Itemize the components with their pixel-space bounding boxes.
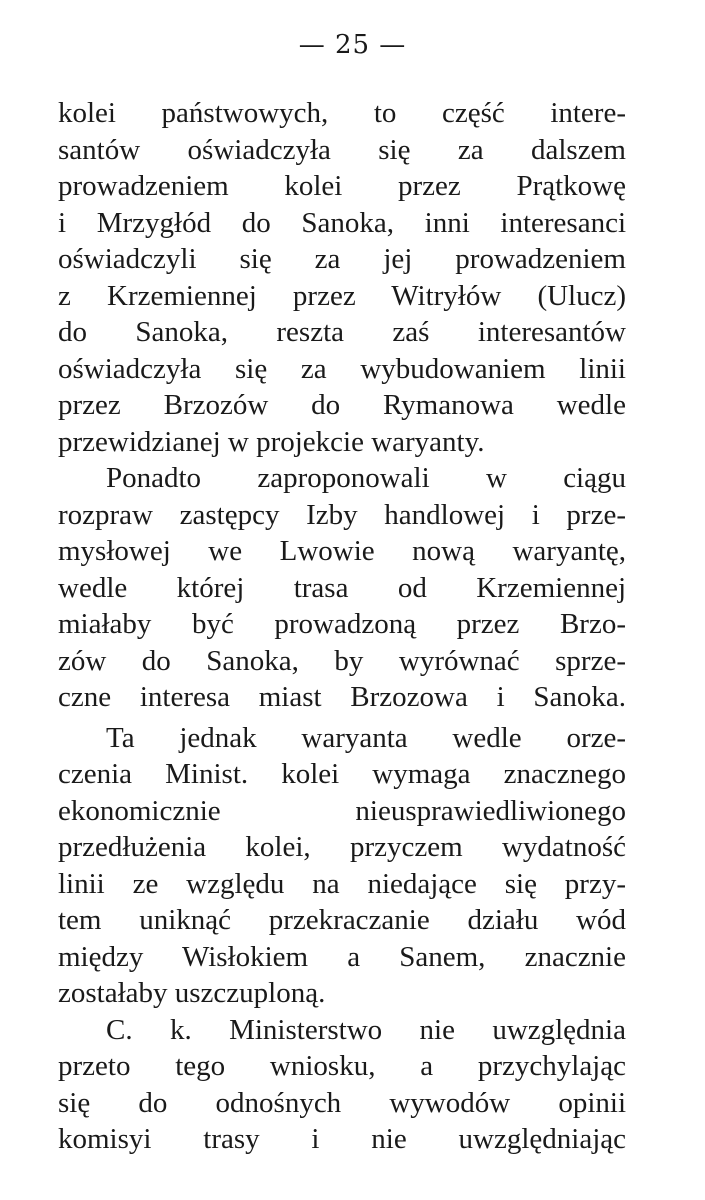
text-line: miałaby być prowadzoną przez Brzo- [58, 608, 626, 640]
text-line: zów do Sanoka, by wyrównać sprze- [58, 644, 626, 677]
text-line: rozpraw zastępcy Izby handlowej i prze- [58, 498, 626, 531]
text-line: oświadczyli się za jej prowadzeniem [58, 243, 626, 275]
text-line: z Krzemiennej przez Witryłów (Ulucz) [58, 279, 626, 312]
text-line: santów oświadczyła się za dalszem [58, 133, 626, 166]
paragraph [58, 95, 626, 460]
paragraph [58, 720, 626, 1012]
text-line: Ta jednak waryanta wedle orze- [106, 721, 626, 754]
text-line: mysłowej we Lwowie nową waryantę, [58, 535, 626, 567]
text-line: kolei państwowych, to część intere- [58, 97, 626, 129]
text-line: prowadzeniem kolei przez Prątkowę [58, 170, 626, 202]
text-line: C. k. Ministerstwo nie uwzględnia [106, 1013, 626, 1046]
text-line: linii ze względu na niedające się przy- [58, 867, 626, 900]
text-line: do Sanoka, reszta zaś interesantów [58, 316, 626, 348]
text-line: przedłużenia kolei, przyczem wydatność [58, 831, 626, 863]
page-number: — 25 — [298, 30, 407, 60]
text-line: zostałaby uszczuploną. [58, 977, 326, 1009]
text-line: oświadczyła się za wybudowaniem linii [58, 352, 626, 385]
text-line: między Wisłokiem a Sanem, znacznie [58, 940, 626, 973]
text-line: czne interesa miast Brzozowa i Sanoka. [58, 681, 626, 713]
text-line: Ponadto zaproponowali w ciągu [106, 462, 626, 494]
body-text [58, 95, 626, 1158]
text-line: i Mrzygłód do Sanoka, inni interesanci [58, 206, 626, 239]
paragraph [58, 460, 626, 716]
text-line: wedle której trasa od Krzemiennej [58, 571, 626, 604]
text-line: ekonomicznie nieusprawiedliwionego [58, 794, 626, 827]
text-line: czenia Minist. kolei wymaga znacznego [58, 758, 626, 790]
text-line: przewidzianej w projekcie waryanty. [58, 425, 485, 458]
text-line: przeto tego wniosku, a przychylając [58, 1050, 626, 1082]
text-line: tem uniknąć przekraczanie działu wód [58, 904, 626, 936]
text-line: przez Brzozów do Rymanowa wedle [58, 389, 626, 421]
text-line: komisyi trasy i nie uwzględniając [58, 1123, 626, 1155]
paragraph [58, 1012, 626, 1158]
text-line: się do odnośnych wywodów opinii [58, 1086, 626, 1119]
